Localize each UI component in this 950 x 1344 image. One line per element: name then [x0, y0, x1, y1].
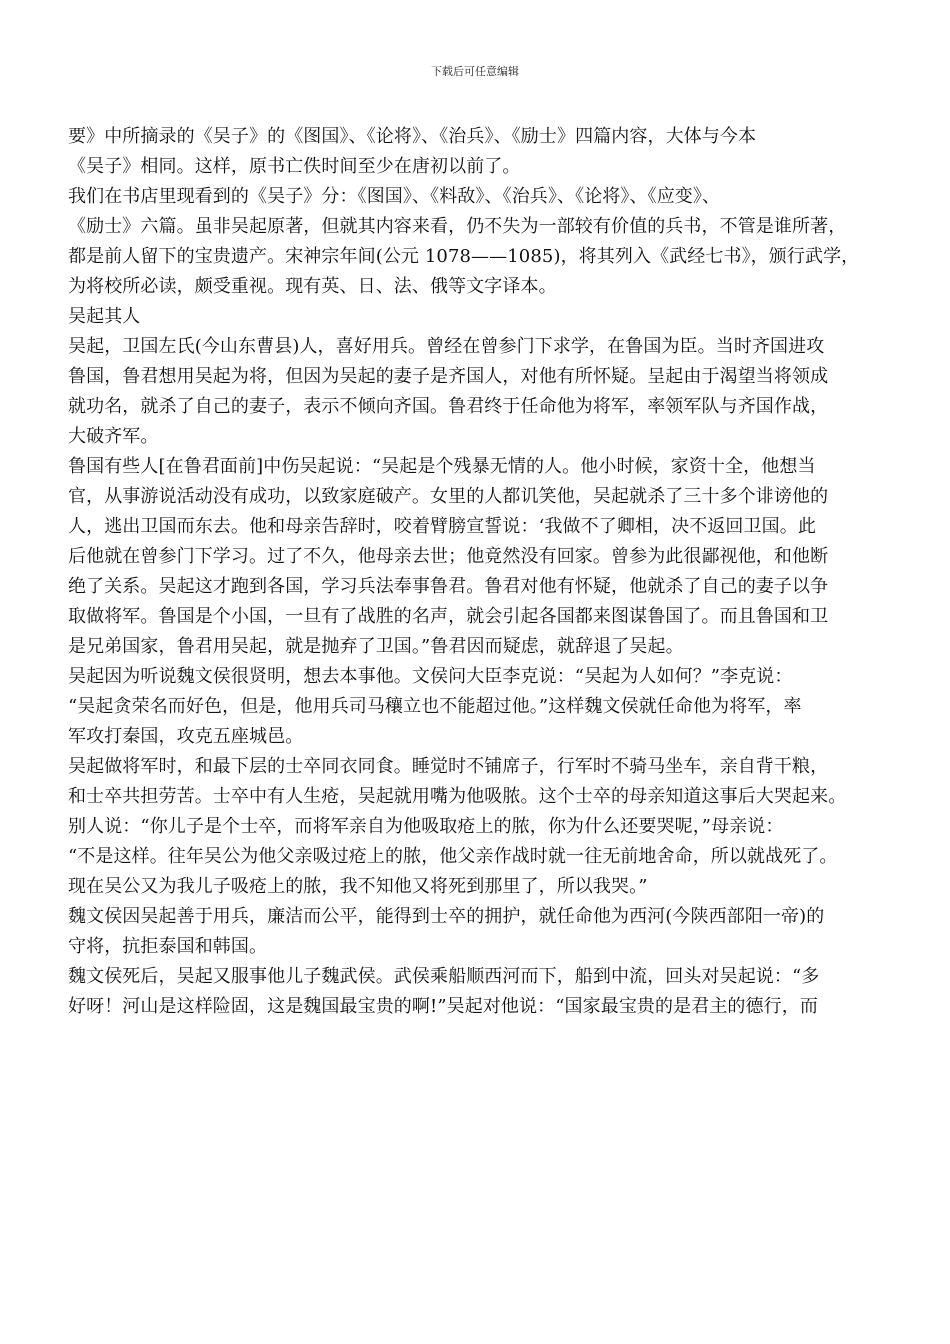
text-line: 吴起做将军时，和最下层的士卒同衣同食。睡觉时不铺席子，行军时不骑马坐车，亲自背干粮，: [68, 756, 829, 777]
text-line: 《吴子》相同。这样，原书亡佚时间至少在唐初以前了。: [68, 156, 521, 177]
text-line: 和士卒共担劳苦。士卒中有人生疮，吴起就用嘴为他吸脓。这个士卒的母亲知道这事后大哭起来。: [68, 786, 847, 807]
page-header: 下载后可任意编辑: [431, 65, 519, 78]
text-line: 我们在书店里现看到的《吴子》分：《图国》、《料敌》、《治兵》、《论将》、《应变》、: [68, 186, 721, 207]
text-line: “不是这样。往年吴公为他父亲吸过疮上的脓，他父亲作战时就一往无前地舍命，所以就战死了。: [68, 846, 838, 867]
text-line: 为将校所必读，颇受重视。现有英、日、法、俄等文字译本。: [68, 276, 557, 297]
document-body: [68, 122, 888, 1022]
text-line: 官，从事游说活动没有成功，以致家庭破产。女里的人都讥笑他，吴起就杀了三十多个诽谤他的: [68, 486, 829, 507]
text-line: 《励士》六篇。虽非吴起原著，但就其内容来看，仍不失为一部较有价值的兵书，不管是谁所著，: [68, 216, 847, 237]
text-line: 吴起因为听说魏文侯很贤明，想去本事他。文侯问大臣李克说：“吴起为人如何？”李克说：: [68, 666, 793, 687]
text-line: 就功名，就杀了自己的妻子，表示不倾向齐国。鲁君终于任命他为将军，率领军队与齐国作战，: [68, 396, 829, 417]
text-line: 军攻打秦国，攻克五座城邑。: [68, 726, 304, 747]
text-line: 后他就在曾参门下学习。过了不久，他母亲去世；他竟然没有回家。曾参为此很鄙视他，和他断: [68, 546, 829, 567]
text-line: 别人说：“你儿子是个士卒，而将军亲自为他吸取疮上的脓，你为什么还要哭呢，”母亲说：: [68, 816, 784, 837]
text-line: 是兄弟国家，鲁君用吴起，就是抛弃了卫国。”鲁君因而疑虑，就辞退了吴起。: [68, 636, 684, 657]
text-line: 取做将军。鲁国是个小国，一旦有了战胜的名声，就会引起各国都来图谋鲁国了。而且鲁国和卫: [68, 606, 829, 627]
text-line: 鲁国有些人[在鲁君面前]中伤吴起说：“吴起是个残暴无情的人。他小时候，家资十全，他想当: [68, 456, 816, 477]
text-line: 鲁国，鲁君想用吴起为将，但因为吴起的妻子是齐国人，对他有所怀疑。呈起由于渴望当将领成: [68, 366, 829, 387]
text-line: 大破齐军。: [68, 426, 159, 447]
text-line: 魏文侯死后，吴起又服事他儿子魏武侯。武侯乘船顺西河而下，船到中流，回头对吴起说：“多: [68, 966, 820, 987]
text-line: 吴起，卫国左氏(今山东曹县)人，喜好用兵。曾经在曾参门下求学，在鲁国为臣。当时齐国进攻: [68, 336, 825, 357]
text-line: 都是前人留下的宝贵遗产。宋神宗年间(公元 1078——1085)，将其列入《武经七书》，颁行武学，: [68, 246, 860, 267]
text-line: 魏文侯因吴起善于用兵，廉洁而公平，能得到士卒的拥护，就任命他为西河(今陕西部阳一帝)的: [68, 906, 825, 927]
text-line: 人，逃出卫国而东去。他和母亲告辞时，咬着臂膀宣誓说：‘我做不了卿相，决不返回卫国。此: [68, 516, 816, 537]
section-heading: 吴起其人: [68, 306, 141, 327]
text-line: 绝了关系。吴起这才跑到各国，学习兵法奉事鲁君。鲁君对他有怀疑，他就杀了自己的妻子以争: [68, 576, 829, 597]
text-line: 现在吴公又为我儿子吸疮上的脓，我不知他又将死到那里了，所以我哭。”: [68, 876, 648, 897]
text-line: 要》中所摘录的《吴子》的《图国》、《论将》、《治兵》、《励士》四篇内容，大体与今本: [68, 126, 757, 147]
text-line: 守将，抗拒泰国和韩国。: [68, 936, 268, 957]
text-line: “吴起贪荣名而好色，但是，他用兵司马穰立也不能超过他。”这样魏文侯就任命他为将军，率: [68, 696, 802, 717]
text-line: 好呀！河山是这样险固，这是魏国最宝贵的啊!”吴起对他说：“国家最宝贵的是君主的德行，而: [68, 996, 818, 1017]
